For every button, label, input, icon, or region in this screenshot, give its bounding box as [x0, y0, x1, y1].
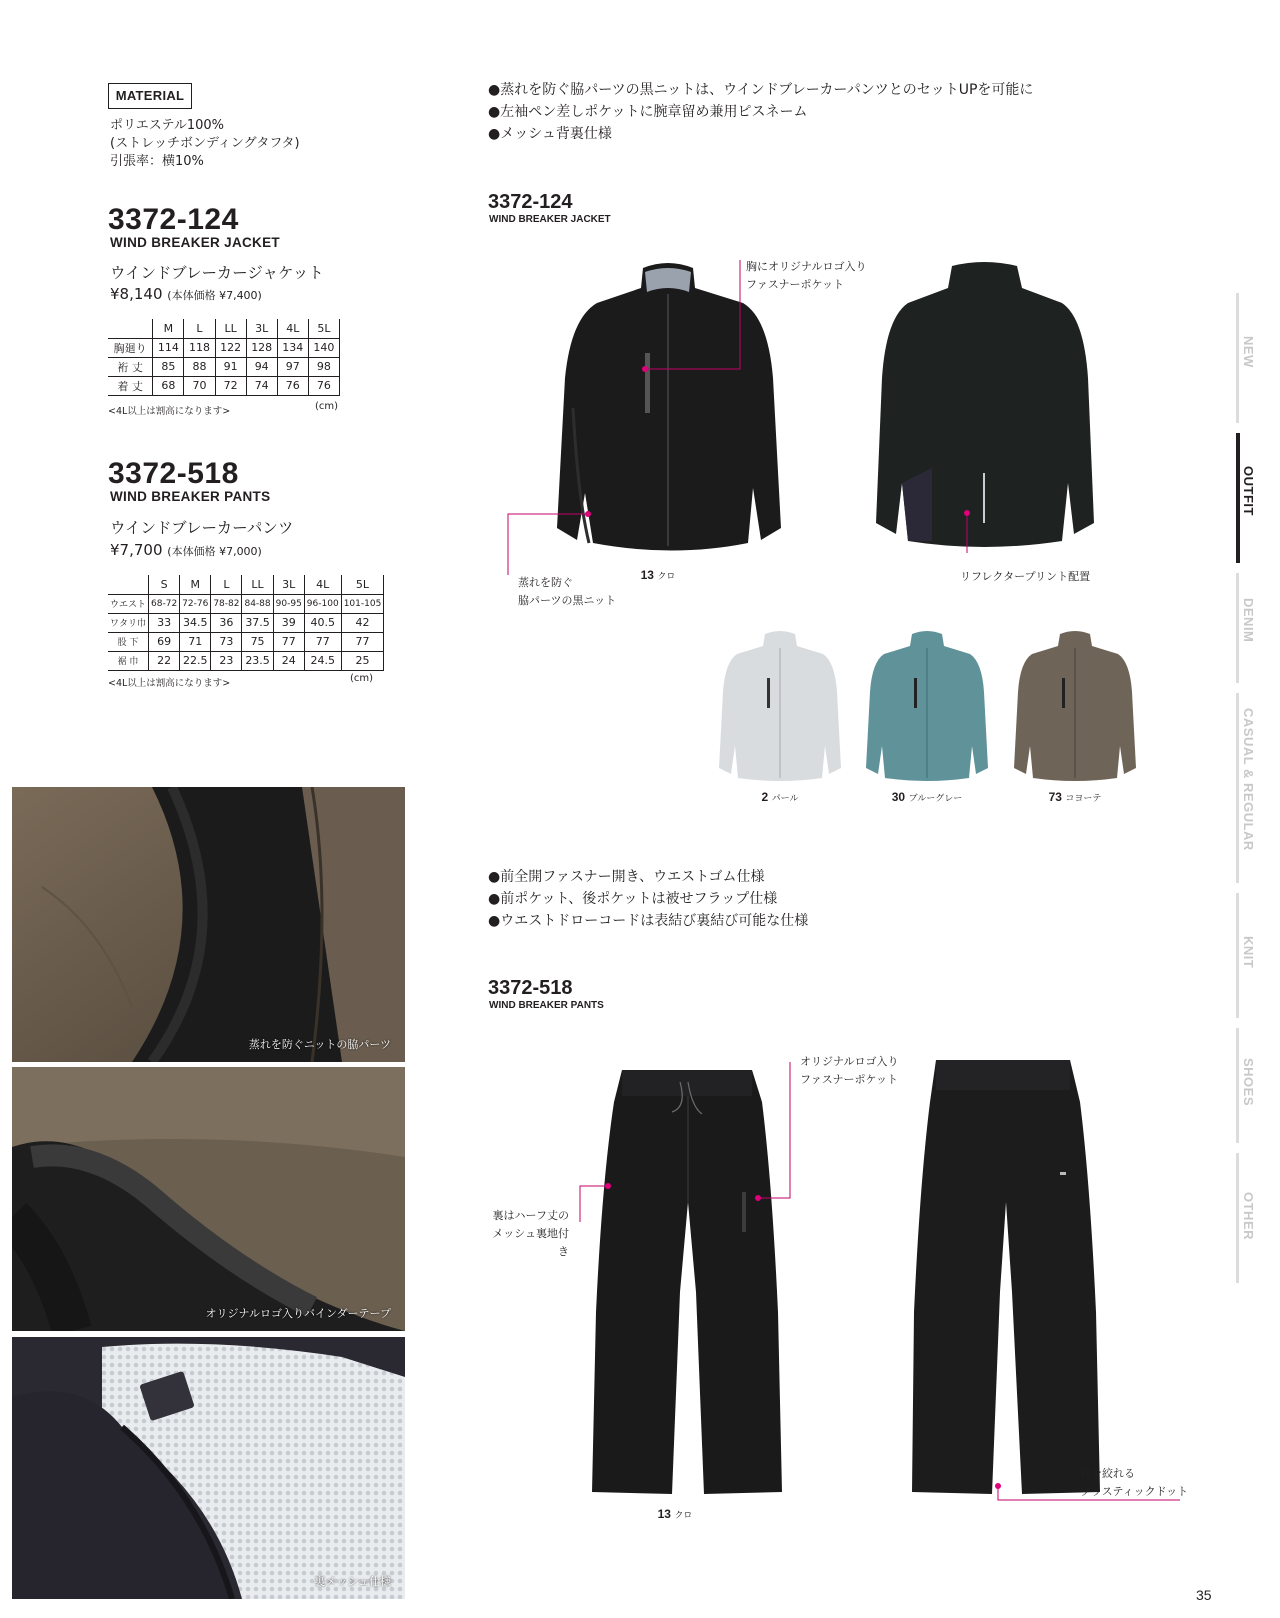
knit-photo-graphic: [12, 787, 405, 1062]
detail-photo-knit: [12, 787, 405, 1062]
material-line: 引張率：横10%: [110, 154, 204, 169]
side-nav: [1236, 293, 1256, 1283]
table-cell: 84-88: [242, 594, 273, 613]
pants-feature: ●ウエストドローコードは表結び裏結び可能な仕様: [488, 913, 809, 929]
pants-size-table: [108, 575, 384, 671]
pants-feature: ●前ポケット、後ポケットは被せフラップ仕様: [488, 891, 778, 907]
table-header-cell: L: [211, 575, 242, 594]
table-cell: 96-100: [304, 594, 341, 613]
table-header-cell: [108, 575, 149, 594]
table-cell: 36: [211, 613, 242, 632]
callout-line: 蒸れを防ぐ: [518, 576, 573, 589]
photo-caption: 裏メッシュ仕様: [314, 1575, 391, 1588]
table-cell: 22: [149, 651, 180, 670]
callout-line: 胸にオリジナルロゴ入り: [746, 260, 867, 273]
table-cell: 22.5: [180, 651, 211, 670]
tab-label: SHOES: [1241, 1057, 1256, 1106]
table-cell: 69: [149, 632, 180, 651]
pants-en-name: WIND BREAKER PANTS: [110, 489, 271, 504]
table-header-cell: 3L: [273, 575, 304, 594]
jacket-pearl-graphic: [715, 628, 845, 783]
table-cell: 68-72: [149, 594, 180, 613]
tab-casual-regular[interactable]: [1236, 693, 1256, 883]
callout-line: 裾を絞れる: [1080, 1467, 1135, 1480]
table-cell: 73: [211, 632, 242, 651]
table-cell: 37.5: [242, 613, 273, 632]
table-header-cell: LL: [242, 575, 273, 594]
tab-label: DENIM: [1241, 598, 1256, 643]
callout-line: ファスナーポケット: [746, 278, 845, 291]
jacket-size-table: [108, 319, 340, 396]
jacket-jp-name: ウインドブレーカージャケット: [110, 264, 324, 282]
tab-label: KNIT: [1241, 935, 1256, 968]
table-cell: 23: [211, 651, 242, 670]
table-cell: 114: [153, 338, 184, 357]
jacket-base-price: (本体価格 ¥7,400): [167, 289, 262, 302]
tab-label: OUTFIT: [1241, 466, 1256, 516]
photo-caption: 蒸れを防ぐニットの脇パーツ: [248, 1038, 391, 1051]
table-cell: 着 丈: [108, 376, 153, 395]
table-cell: 88: [184, 357, 215, 376]
table-row: [108, 357, 340, 376]
table-cell: 75: [242, 632, 273, 651]
tab-other[interactable]: [1236, 1153, 1256, 1283]
table-cell: 90-95: [273, 594, 304, 613]
pants-price-line: [110, 540, 262, 562]
color-name: クロ: [674, 1511, 693, 1521]
tab-label: OTHER: [1241, 1192, 1256, 1240]
tab-shoes[interactable]: [1236, 1028, 1256, 1143]
reflector-callout-line: [935, 455, 1015, 565]
table-cell: ワタリ巾: [108, 613, 149, 632]
tab-denim[interactable]: [1236, 573, 1256, 683]
callout-pants-pocket: [800, 1053, 898, 1089]
pants-callout-lines: [560, 1062, 800, 1222]
tab-bar: [1236, 573, 1239, 683]
tab-bar: [1236, 293, 1239, 423]
pants-size-note: <4L以上は割高になります>: [108, 678, 231, 689]
table-header-cell: 4L: [304, 575, 341, 594]
table-cell: 77: [341, 632, 384, 651]
table-cell: 42: [341, 613, 384, 632]
table-cell: 39: [273, 613, 304, 632]
table-cell: 裄 丈: [108, 357, 153, 376]
table-header-cell: 5L: [308, 319, 339, 338]
color-number: 13: [657, 1507, 671, 1521]
jacket-section-en: WIND BREAKER JACKET: [489, 214, 611, 225]
table-cell: 122: [215, 338, 246, 357]
table-header-row: [108, 319, 340, 338]
color-variant-coyote: [1010, 628, 1140, 788]
material-badge: MATERIAL: [108, 83, 192, 109]
callout-reflector: リフレクタープリント配置: [960, 570, 1091, 583]
callout-line: 裏はハーフ丈の: [492, 1209, 569, 1222]
table-cell: 股 下: [108, 632, 149, 651]
jacket-size-note: <4L以上は割高になります>: [108, 406, 231, 417]
jacket-code: 3372-124: [108, 203, 239, 236]
material-line: ポリエステル100%: [110, 118, 224, 133]
callout-line: オリジナルロゴ入り: [800, 1055, 899, 1068]
pants-section-code: 3372-518: [488, 977, 573, 999]
jacket-bluegray-graphic: [862, 628, 992, 783]
table-cell: 25: [341, 651, 384, 670]
callout-line: メッシュ裏地付き: [492, 1227, 569, 1258]
table-row: [108, 376, 340, 395]
table-cell: 76: [277, 376, 308, 395]
pants-main-color: [650, 1507, 700, 1523]
table-cell: ウエスト: [108, 594, 149, 613]
color-name: コヨーテ: [1065, 794, 1102, 804]
table-cell: 77: [304, 632, 341, 651]
table-cell: 23.5: [242, 651, 273, 670]
table-cell: 85: [153, 357, 184, 376]
table-cell: 78-82: [211, 594, 242, 613]
table-cell: 24: [273, 651, 304, 670]
table-cell: 76: [308, 376, 339, 395]
mesh-photo-graphic: [12, 1337, 405, 1599]
table-header-cell: 5L: [341, 575, 384, 594]
pants-section-en: WIND BREAKER PANTS: [489, 1000, 604, 1011]
jacket-coyote-graphic: [1010, 628, 1140, 783]
table-cell: 72: [215, 376, 246, 395]
color-name: パール: [771, 794, 799, 804]
callout-chest-pocket: [746, 258, 866, 294]
callout-line: 脇パーツの黒ニット: [518, 594, 617, 607]
jacket-price: ¥8,140: [110, 285, 163, 303]
table-cell: 98: [308, 357, 339, 376]
table-cell: 40.5: [304, 613, 341, 632]
table-header-cell: M: [180, 575, 211, 594]
table-cell: 24.5: [304, 651, 341, 670]
callout-pants-mesh: [489, 1207, 569, 1261]
table-cell: 97: [277, 357, 308, 376]
callout-line: プラスティックドット: [1080, 1485, 1189, 1498]
color-number: 13: [640, 568, 654, 582]
table-cell: 34.5: [180, 613, 211, 632]
table-cell: 70: [184, 376, 215, 395]
jacket-section-code: 3372-124: [488, 191, 573, 213]
jacket-unit: (cm): [315, 401, 339, 412]
table-header-cell: S: [149, 575, 180, 594]
table-cell: 134: [277, 338, 308, 357]
pants-jp-name: ウインドブレーカーパンツ: [110, 519, 294, 537]
table-header-row: [108, 575, 384, 594]
table-cell: 91: [215, 357, 246, 376]
color-variant-bluegray: [862, 628, 992, 788]
color-caption: [1035, 790, 1115, 806]
tab-new[interactable]: [1236, 293, 1256, 423]
table-header-cell: 4L: [277, 319, 308, 338]
tab-knit[interactable]: [1236, 893, 1256, 1018]
table-cell: 77: [273, 632, 304, 651]
color-variant-pearl: [715, 628, 845, 788]
pants-code: 3372-518: [108, 457, 239, 490]
color-caption: [877, 790, 977, 806]
color-number: 30: [891, 790, 906, 804]
table-row: [108, 632, 384, 651]
color-name: クロ: [657, 572, 676, 582]
tab-outfit[interactable]: [1236, 433, 1256, 563]
jacket-feature: ●メッシュ背裏仕様: [488, 126, 612, 142]
pants-base-price: (本体価格 ¥7,000): [167, 545, 262, 558]
color-number: 2: [761, 790, 769, 804]
pants-feature: ●前全開ファスナー開き、ウエストゴム仕様: [488, 869, 765, 885]
table-header-cell: M: [153, 319, 184, 338]
table-header-cell: L: [184, 319, 215, 338]
detail-photo-mesh: [12, 1337, 405, 1599]
callout-side-knit: [518, 574, 616, 610]
tab-bar: [1236, 693, 1239, 883]
table-cell: 94: [246, 357, 277, 376]
tab-bar: [1236, 1028, 1239, 1143]
table-cell: 72-76: [180, 594, 211, 613]
color-caption: [745, 790, 815, 806]
detail-photo-binder: [12, 1067, 405, 1331]
table-header-cell: 3L: [246, 319, 277, 338]
pants-unit: (cm): [350, 673, 374, 684]
table-row: [108, 651, 384, 670]
jacket-price-line: [110, 284, 262, 306]
color-number: 73: [1048, 790, 1062, 804]
table-cell: 101-105: [341, 594, 384, 613]
table-cell: 68: [153, 376, 184, 395]
tab-label: NEW: [1241, 336, 1256, 368]
callout-pants-dot: [1080, 1465, 1188, 1501]
jacket-en-name: WIND BREAKER JACKET: [110, 235, 280, 250]
table-row: [108, 613, 384, 632]
callout-line: ファスナーポケット: [800, 1073, 899, 1086]
table-cell: 71: [180, 632, 211, 651]
tab-bar: [1236, 1153, 1239, 1283]
jacket-feature: ●蒸れを防ぐ脇パーツの黒ニットは、ウインドブレーカーパンツとのセットUPを可能に: [488, 82, 1034, 98]
table-cell: 胸廻り: [108, 338, 153, 357]
table-header-cell: [108, 319, 153, 338]
tab-bar: [1236, 893, 1239, 1018]
jacket-feature: ●左袖ペン差しポケットに腕章留め兼用ピスネーム: [488, 104, 808, 120]
table-cell: 裾 巾: [108, 651, 149, 670]
table-row: [108, 594, 384, 613]
binder-photo-graphic: [12, 1067, 405, 1331]
material-line: (ストレッチボンディングタフタ): [110, 136, 300, 151]
table-header-cell: LL: [215, 319, 246, 338]
table-row: [108, 338, 340, 357]
photo-caption: オリジナルロゴ入りバインダーテープ: [205, 1307, 391, 1320]
table-cell: 74: [246, 376, 277, 395]
jacket-callout-lines: [500, 255, 920, 605]
page-number: 35: [1196, 1587, 1212, 1603]
table-cell: 118: [184, 338, 215, 357]
pants-back-black: [912, 1052, 1102, 1502]
tab-label: CASUAL & REGULAR: [1241, 708, 1256, 851]
color-name: ブルーグレー: [908, 794, 963, 804]
tab-bar: [1236, 433, 1240, 563]
table-cell: 33: [149, 613, 180, 632]
table-cell: 140: [308, 338, 339, 357]
pants-price: ¥7,700: [110, 541, 163, 559]
table-cell: 128: [246, 338, 277, 357]
